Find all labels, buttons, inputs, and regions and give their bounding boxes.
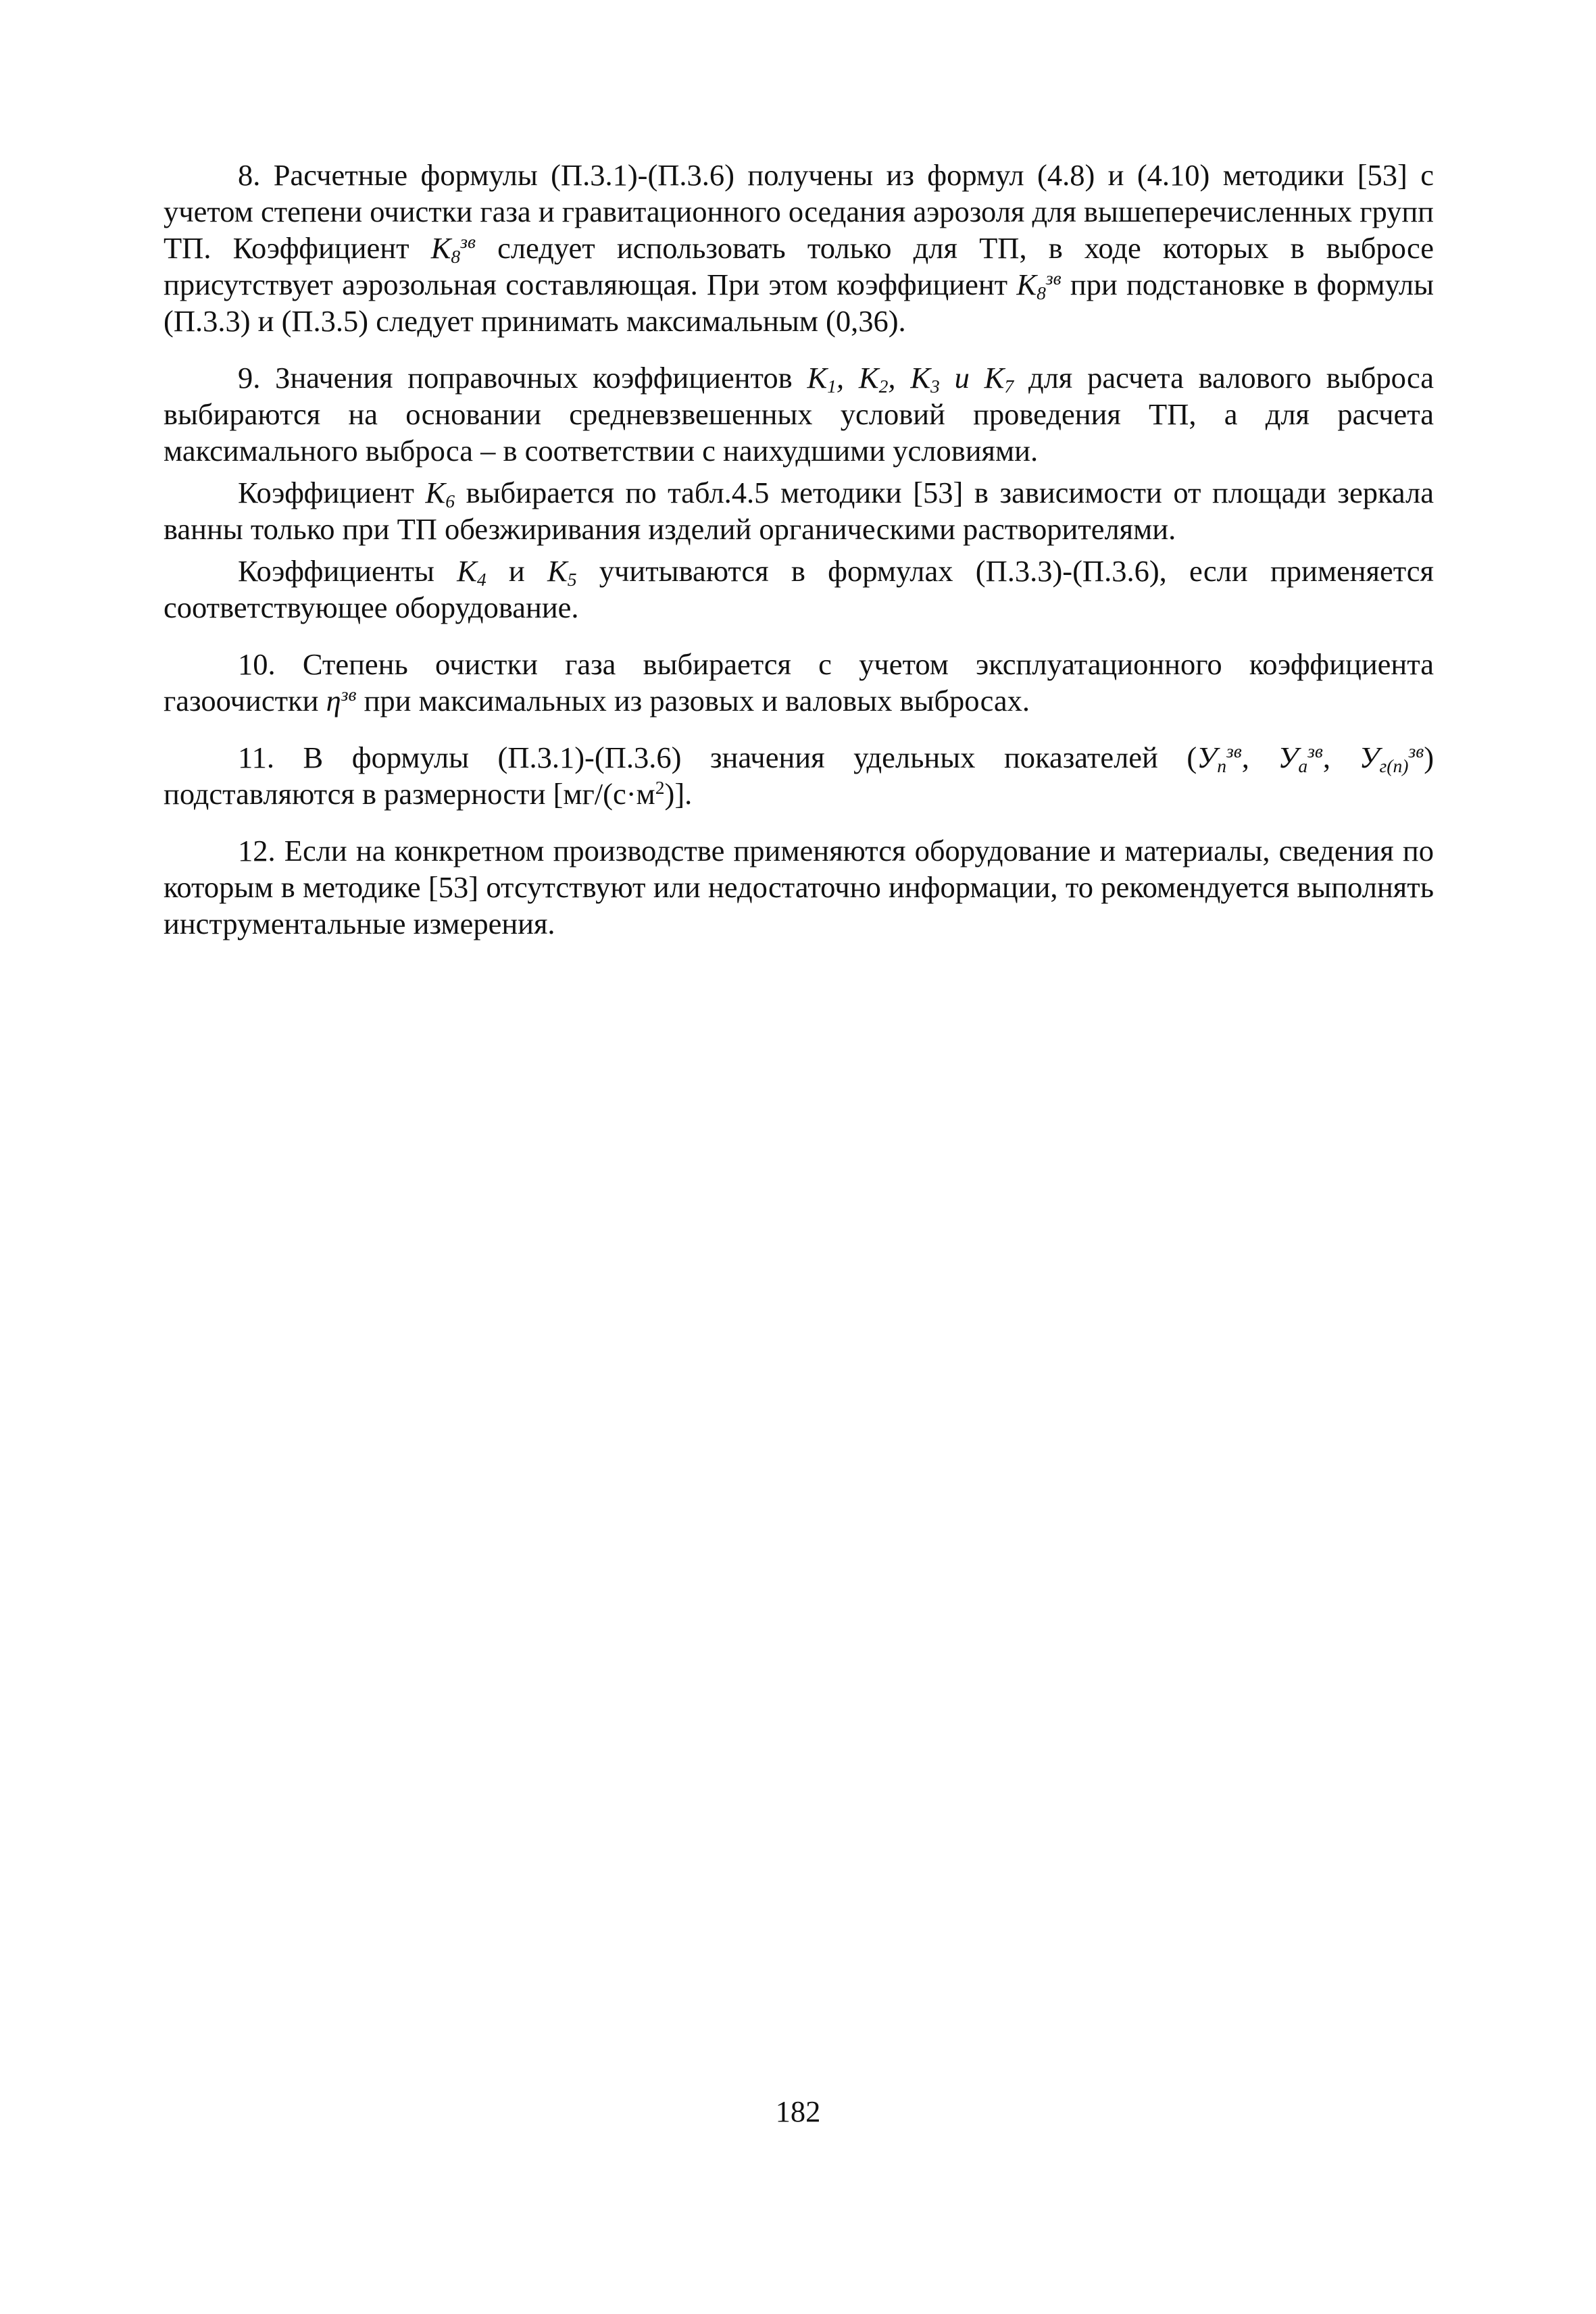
paragraph-9-k4-k5-text-2: учитываются в формулах (П.3.3)-(П.3.6), если применяется соответствующее оборудование. <box>164 554 1434 624</box>
paragraph-9-text-1: 9. Значения поправочных коэффициентов <box>238 361 807 395</box>
coefficient-k1: K <box>807 361 828 395</box>
eta-symbol: η <box>326 684 341 718</box>
paragraph-10-text-2: при максимальных из разовых и валовых выбросах. <box>356 684 1030 718</box>
indicator-un: У <box>1197 740 1218 774</box>
indicator-ua-subscript: а <box>1298 755 1308 776</box>
separator-u1: , <box>1241 740 1278 774</box>
coefficient-k5: K <box>547 554 568 588</box>
coefficient-k5-subscript: 5 <box>567 568 577 590</box>
coefficient-k8-second: K <box>1016 268 1037 301</box>
square-meter-exponent: 2 <box>655 776 665 798</box>
paragraph-9-k4-k5-text-1: Коэффициенты <box>238 554 457 588</box>
paragraph-9-text-2: для расчета валового выброса выбираются на основании средневзвешенных условий проведения ТП, а для расчета максимального выброса – в соответствии с наихудшими условиями. <box>164 361 1435 468</box>
paragraph-9 <box>164 359 1434 469</box>
paragraph-12 <box>164 832 1434 942</box>
conjunction-k4-k5: и <box>486 554 547 588</box>
paragraph-9-k6-text-2: выбирается по табл.4.5 методики [53] в зависимости от площади зеркала ванны только при ТП обезжиривания изделий органическими растворителями. <box>164 476 1434 546</box>
paragraph-12-text: 12. Если на конкретном производстве применяются оборудование и материалы, сведения по которым в методике [53] отсутствуют или недостаточно информации, то рекомендуется выполнять инструментальные измерения. <box>164 834 1434 940</box>
eta-superscript: зв <box>341 683 357 705</box>
coefficient-k8-second-superscript: зв <box>1045 267 1062 288</box>
paragraph-10-text-1: 10. Степень очистки газа выбирается с учетом эксплуатационного коэффициента газоочистки <box>164 647 1434 718</box>
paragraph-9-k6-text-1: Коэффициент <box>238 476 426 509</box>
paragraph-8-text-3: при подстановке в формулы (П.3.3) и (П.3.5) следует принимать максимальным (0,36). <box>164 268 1434 338</box>
paragraph-10 <box>164 646 1434 719</box>
conjunction: и <box>939 361 984 395</box>
page-number: 182 <box>775 2094 821 2128</box>
coefficient-k6: K <box>425 476 446 509</box>
indicator-un-superscript: зв <box>1226 740 1242 761</box>
paragraph-8 <box>164 157 1434 339</box>
separator-1: , <box>836 361 859 395</box>
paragraph-8-text-2: следует использовать только для ТП, в ходе которых в выбросе присутствует аэрозольная составляющая. При этом коэффициент <box>164 231 1434 301</box>
paragraph-11-text-1: 11. В формулы (П.3.1)-(П.3.6) значения удельных показателей ( <box>238 740 1197 774</box>
indicator-ua-superscript: зв <box>1307 740 1323 761</box>
separator-2: , <box>888 361 911 395</box>
indicator-un-subscript: п <box>1217 755 1226 776</box>
coefficient-k7-subscript: 7 <box>1004 375 1014 397</box>
indicator-ugn-superscript: зв <box>1408 740 1424 761</box>
coefficient-k3-subscript: 3 <box>930 375 940 397</box>
coefficient-k7: K <box>984 361 1005 395</box>
coefficient-k4: K <box>457 554 477 588</box>
coefficient-k2: K <box>858 361 879 395</box>
indicator-ugn-subscript: г(п) <box>1379 755 1409 776</box>
coefficient-k2-subscript: 2 <box>878 375 889 397</box>
document-body <box>164 157 1434 942</box>
paragraph-9-k4-k5 <box>164 553 1434 626</box>
coefficient-k3: K <box>910 361 930 395</box>
coefficient-k8-subscript: 8 <box>451 245 461 267</box>
separator-u2: , <box>1322 740 1360 774</box>
coefficient-k8-second-subscript: 8 <box>1037 282 1046 303</box>
coefficient-k8: K <box>430 231 451 265</box>
paragraph-11-text-3: )]. <box>664 777 693 811</box>
coefficient-k8-superscript: зв <box>460 230 476 252</box>
paragraph-11 <box>164 739 1434 812</box>
paragraph-8-text-1: 8. Расчетные формулы (П.3.1)-(П.3.6) получены из формул (4.8) и (4.10) методики [53] с учетом степени очистки газа и гравитационного оседания аэрозоля для вышеперечисленных групп ТП. Коэффициент <box>164 158 1434 265</box>
coefficient-k6-subscript: 6 <box>445 490 455 511</box>
paragraph-9-k6 <box>164 474 1434 547</box>
indicator-ua: У <box>1278 740 1299 774</box>
indicator-ugn: У <box>1359 740 1380 774</box>
coefficient-k1-subscript: 1 <box>827 375 837 397</box>
coefficient-k4-subscript: 4 <box>476 568 487 590</box>
paragraph-11-text-2: ) подставляются в размерности [мг/(с·м <box>164 740 1435 811</box>
